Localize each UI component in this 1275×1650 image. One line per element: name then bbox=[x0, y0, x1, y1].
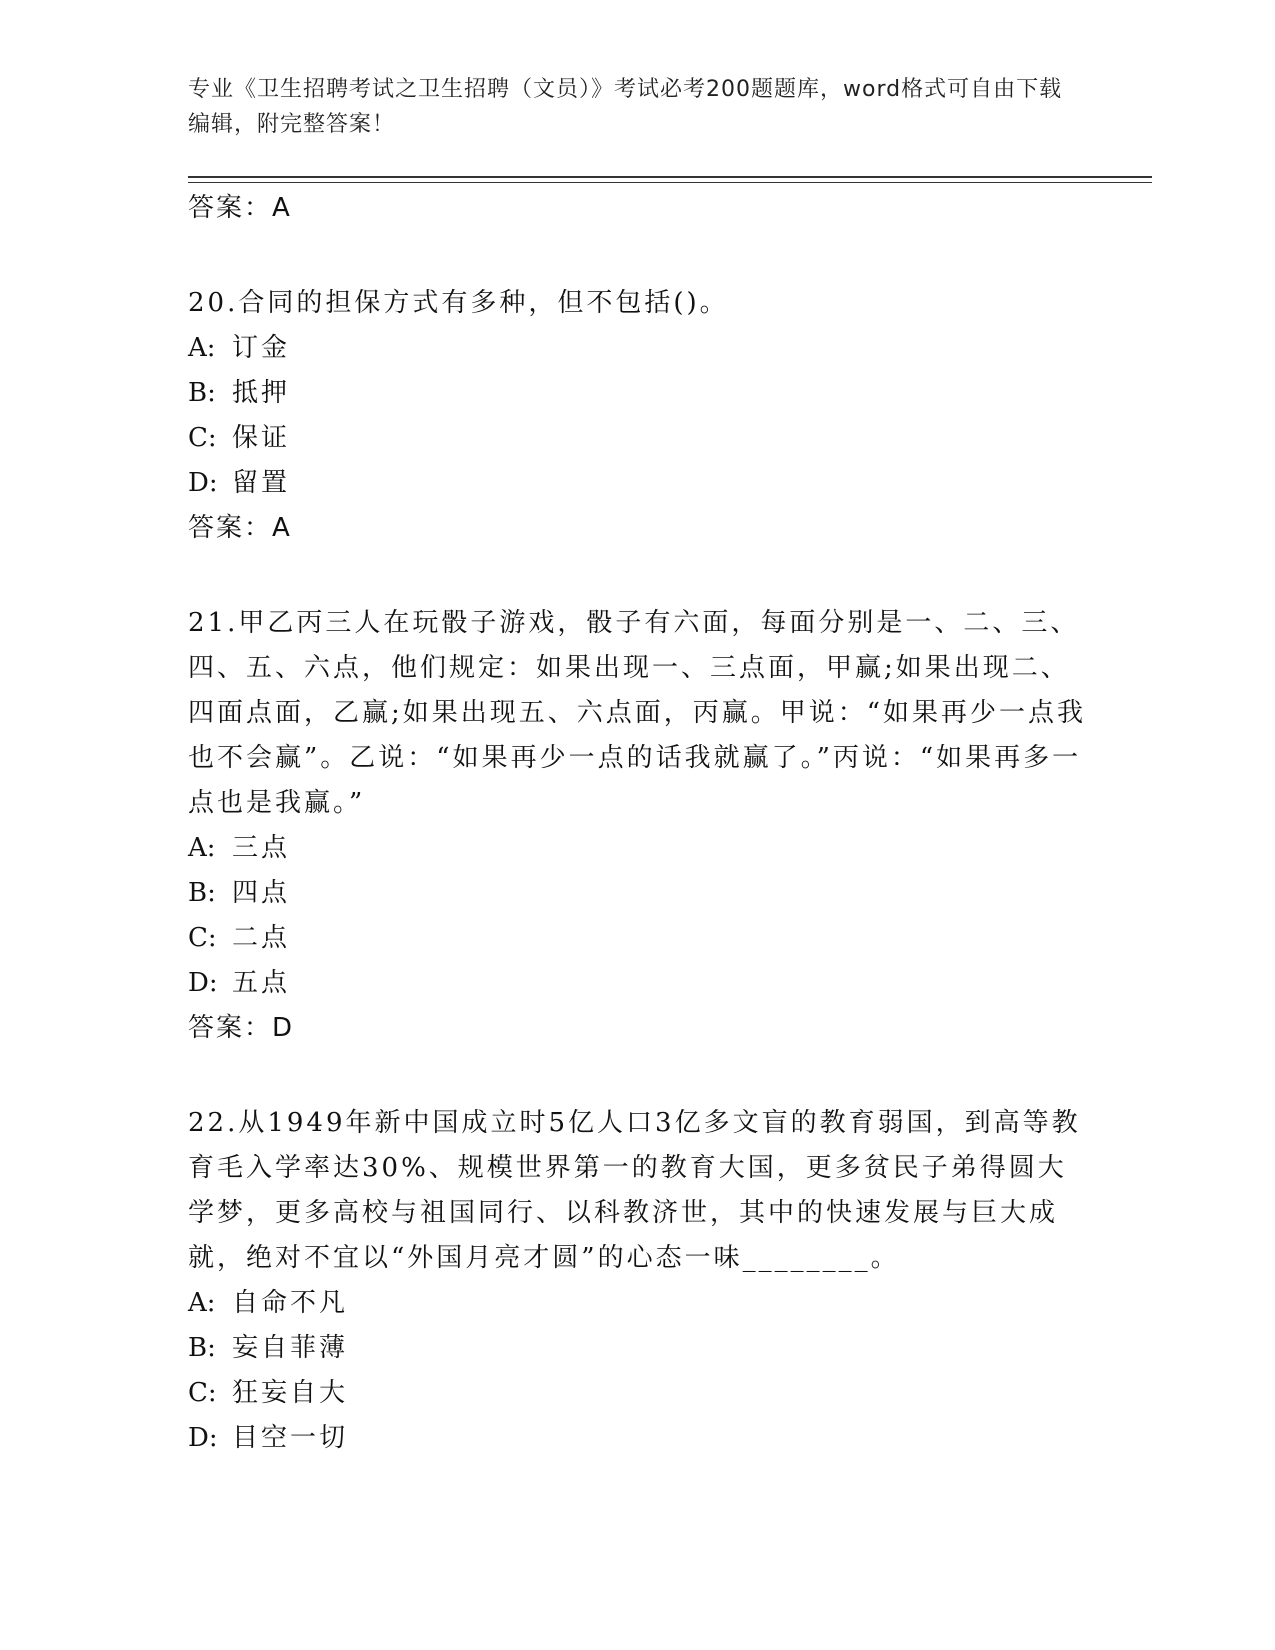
question-stem: 21.甲乙丙三人在玩骰子游戏，骰子有六面，每面分别是一、二、三、四、五、六点，他们规定：如果出现一、三点面，甲赢;如果出现二、四面点面，乙赢;如果出现五、六点面，丙赢。甲说：“如果再少一点我也不会赢”。乙说：“如果再少一点的话我就赢了。”丙说：“如果再多一点也是我赢。” bbox=[188, 608, 1087, 818]
option-a bbox=[188, 1281, 1088, 1326]
option-c bbox=[188, 1371, 1088, 1416]
question-21 bbox=[188, 601, 1088, 1051]
option-text: 四点 bbox=[232, 878, 291, 908]
option-key: B: bbox=[188, 378, 216, 408]
option-key: A: bbox=[188, 333, 216, 363]
option-text: 妄自菲薄 bbox=[232, 1333, 349, 1363]
question-20 bbox=[188, 281, 1088, 551]
option-key: C: bbox=[188, 423, 217, 453]
option-d bbox=[188, 461, 1088, 506]
previous-answer: 答案：A bbox=[188, 193, 292, 223]
option-c bbox=[188, 416, 1088, 461]
option-b bbox=[188, 871, 1088, 916]
answer: 答案：A bbox=[188, 513, 292, 543]
option-text: 抵押 bbox=[232, 378, 291, 408]
option-text: 五点 bbox=[232, 968, 291, 998]
option-a bbox=[188, 826, 1088, 871]
option-text: 留置 bbox=[232, 468, 291, 498]
question-22 bbox=[188, 1101, 1088, 1461]
option-key: D: bbox=[188, 468, 218, 498]
option-key: C: bbox=[188, 923, 217, 953]
option-key: A: bbox=[188, 833, 216, 863]
option-key: B: bbox=[188, 878, 216, 908]
option-b bbox=[188, 1326, 1088, 1371]
option-b bbox=[188, 371, 1088, 416]
option-text: 保证 bbox=[232, 423, 291, 453]
option-text: 目空一切 bbox=[232, 1423, 349, 1453]
option-key: D: bbox=[188, 968, 218, 998]
option-d bbox=[188, 961, 1088, 1006]
option-d bbox=[188, 1416, 1088, 1461]
option-c bbox=[188, 916, 1088, 961]
header-divider-thin bbox=[188, 182, 1152, 183]
option-key: A: bbox=[188, 1288, 216, 1318]
option-text: 三点 bbox=[232, 833, 291, 863]
option-key: C: bbox=[188, 1378, 217, 1408]
header-divider bbox=[188, 176, 1152, 178]
option-text: 自命不凡 bbox=[232, 1288, 349, 1318]
question-stem: 22.从1949年新中国成立时5亿人口3亿多文盲的教育弱国，到高等教育毛入学率达30%、规模世界第一的教育大国，更多贫民子弟得圆大学梦，更多高校与祖国同行、以科教济世，其中的快速发展与巨大成就，绝对不宜以“外国月亮才圆”的心态一味________。 bbox=[188, 1108, 1081, 1273]
option-key: D: bbox=[188, 1423, 218, 1453]
option-text: 狂妄自大 bbox=[232, 1378, 349, 1408]
option-text: 订金 bbox=[232, 333, 291, 363]
question-stem: 20.合同的担保方式有多种，但不包括()。 bbox=[188, 288, 729, 318]
option-text: 二点 bbox=[232, 923, 291, 953]
page-header: 专业《卫生招聘考试之卫生招聘（文员）》考试必考200题题库，word格式可自由下载编辑，附完整答案！ bbox=[188, 77, 1063, 137]
option-a bbox=[188, 326, 1088, 371]
answer: 答案：D bbox=[188, 1013, 295, 1043]
option-key: B: bbox=[188, 1333, 216, 1363]
question-list bbox=[188, 186, 1088, 1461]
